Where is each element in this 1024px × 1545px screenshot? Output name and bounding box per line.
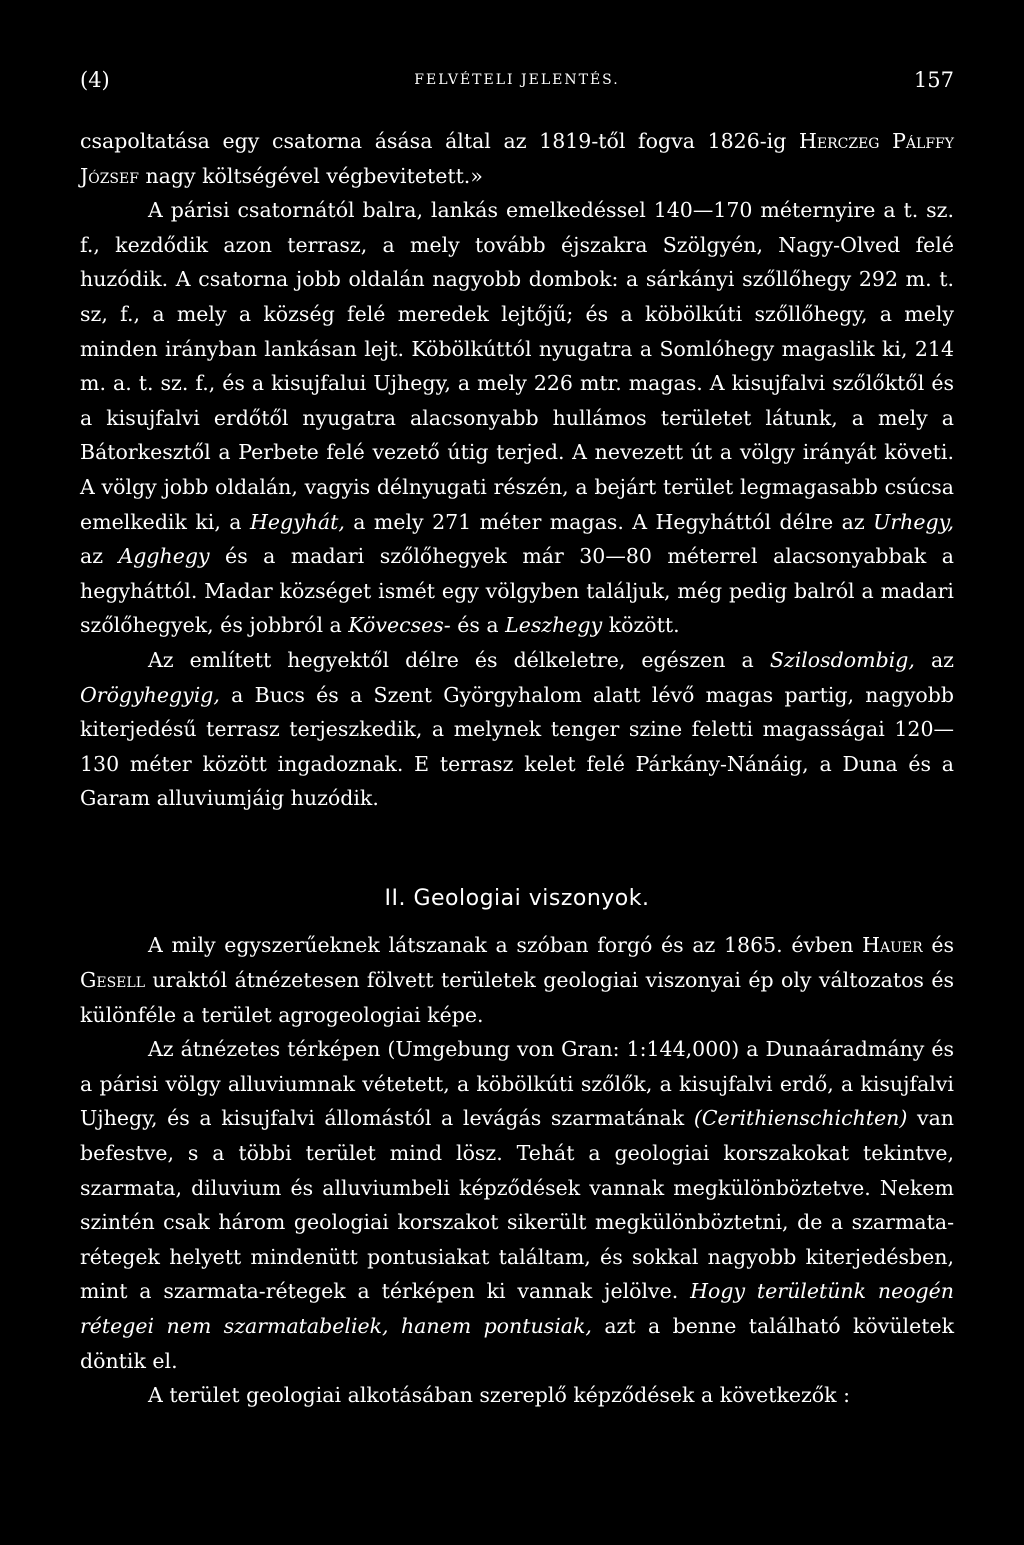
section-number: (4) (80, 68, 110, 92)
paragraph-2: A párisi csatornától balra, lankás emelkedéssel 140—170 méternyire a t. sz. f., kezdődik azon terrasz, a mely tovább éjszakra Szölgyén, Nagy-Olved felé huzódik. A csatorna jobb oldalán nagyobb dombok: a sárkányi szőllőhegy 292 m. t. sz, f., a mely a község felé meredek lejtőjű; és a köbölkúti szőllőhegy, a mely minden irányban lankásan lejt. Köbölkúttól nyugatra a Somlóhegy magaslik ki, 214 m. a. t. sz. f., és a kisujfalui Ujhegy, a mely 226 mtr. magas. A kisujfalvi szőlőktől és a kisujfalvi erdőtől nyugatra alacsonyabb hullámos területet látunk, a mely a Bátorkesztől a Perbete felé vezető útig terjed. A nevezett út a völgy irányát követi. A völgy jobb oldalán, vagyis délnyugati részén, a bejárt terület legmagasabb csúcsa emelkedik ki, a Hegyhát, a mely 271 méter magas. A Hegyháttól délre az Urhegy, az Agghegy és a madari szőlőhegyek már 30—80 méterrel alacsonyabbak a hegyháttól. Madar községet ismét egy völgyben találjuk, még pedig balról a madari szőlőhegyek, és jobbról a Kövecses- és a Leszhegy között. (80, 198, 955, 638)
paragraph-4: A mily egyszerűeknek látszanak a szóban forgó és az 1865. évben Hauer és Gesell uraktól átnézetesen fölvett területek geologiai viszonyai ép oly változatos és különféle a terület agrogeologiai képe. (80, 933, 954, 1027)
paragraph-3: Az említett hegyektől délre és délkeletre, egészen a Szilosdombig, az Orögyhegyig, a Bucs és a Szent Györgyhalom alatt lévő magas partig, nagyobb kiterjedésű terrasz terjeszkedik, a melynek tenger szine feletti magasságai 120—130 méter között ingadoznak. E terrasz kelet felé Párkány-Nánáig, a Duna és a Garam alluviumjáig huzódik. (80, 647, 954, 811)
paragraph-6: A terület geologiai alkotásában szereplő képződések a következők : (148, 1383, 850, 1408)
person-name: Hauer (862, 933, 923, 958)
person-name: Gesell (80, 968, 145, 993)
paragraph-1: csapoltatása egy csatorna ásása által az 1819-től fogva 1826-ig Herczeg Pálffy József nagy költségével végbevitetett.» (80, 129, 954, 188)
running-title: FELVÉTELI JELENTÉS. (414, 72, 620, 88)
page-number: 157 (913, 68, 954, 92)
running-header (80, 68, 954, 98)
body-text (80, 124, 954, 1413)
paragraph-5: Az átnézetes térképen (Umgebung von Gran: 1:144,000) a Dunaáradmány és a párisi völgy alluviumnak vétetett, a köbölkúti szőlők, a kisujfalvi erdő, a kisujfalvi Ujhegy, és a kisujfalvi állomástól a levágás szarmatának (Cerithienschichten) van befestve, s a többi terület mind lösz. Tehát a geologiai korszakokat tekintve, szarmata, diluvium és alluviumbeli képződések vannak megkülönböztetve. Nekem szintén csak három geologiai korszakot sikerült megkülönböztetni, de a szarmata-rétegek helyett mindenütt pontusiakat találtam, és sokkal nagyobb kiterjedésben, mint a szarmata-rétegek a térképen ki vannak jelölve. Hogy területünk neogén rétegei nem szarmatabeliek, hanem pontusiak, azt a benne található kövületek döntik el. (80, 1037, 954, 1373)
section-heading: II. Geologiai viszonyok. (384, 885, 650, 911)
person-name: Herczeg Pálffy József (80, 129, 954, 188)
